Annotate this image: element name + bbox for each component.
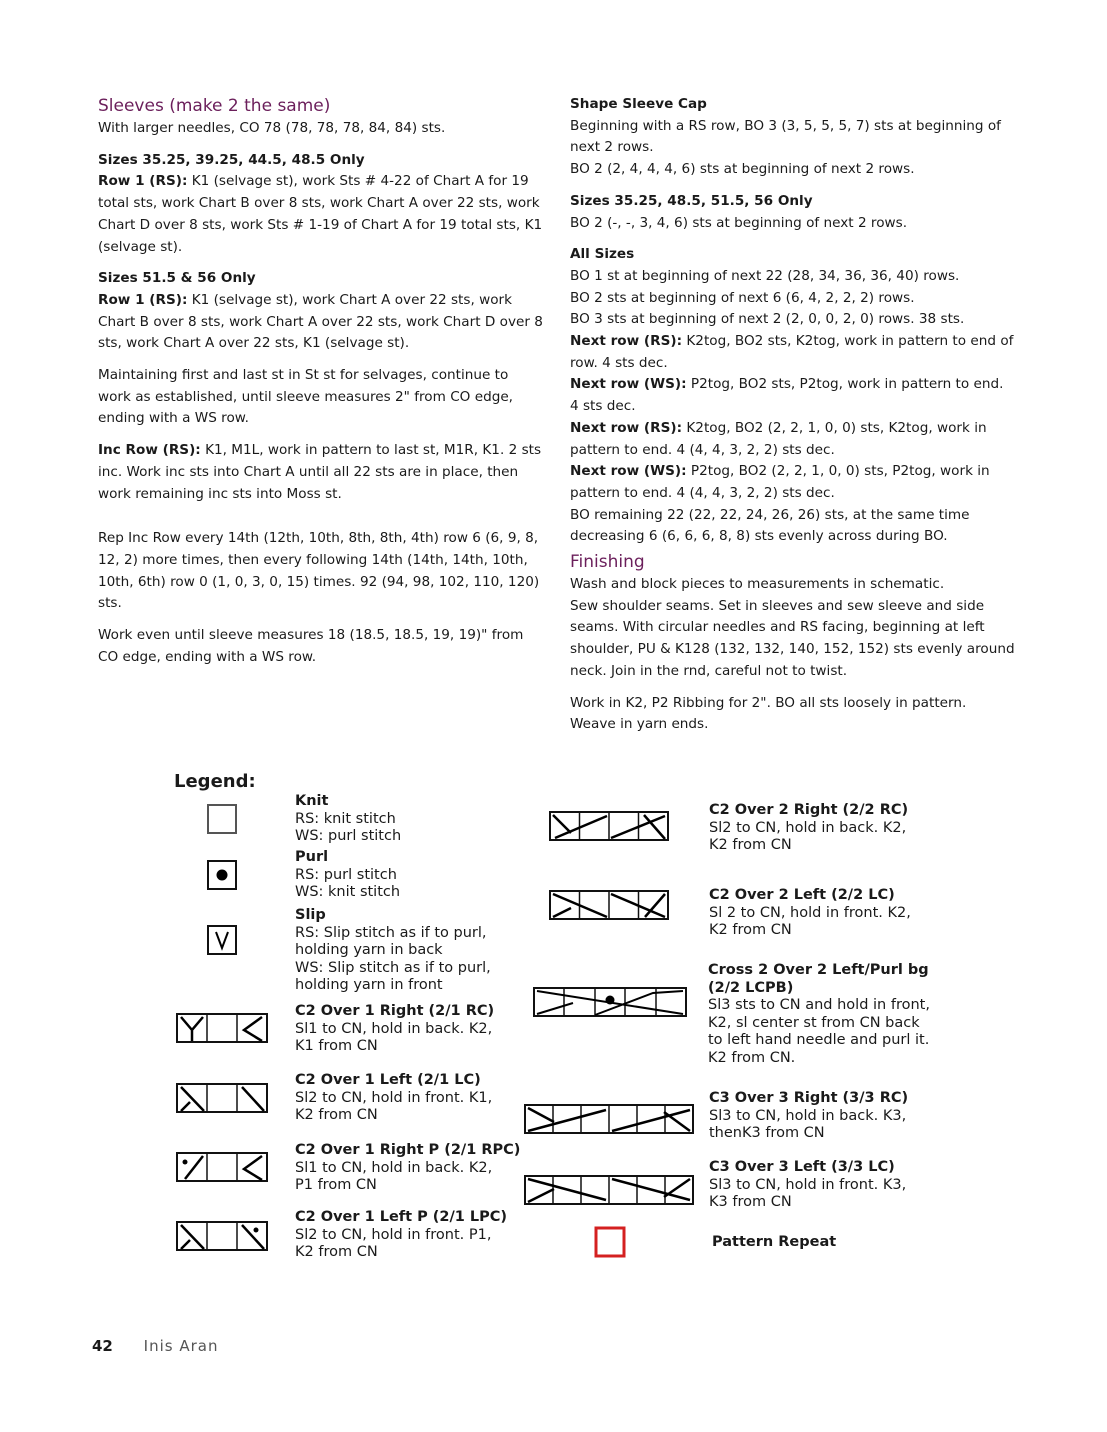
legend-c33rc [709, 1090, 908, 1143]
legend-c33rc-title: C3 Over 3 Right (3/3 RC) [709, 1090, 909, 1106]
next-row-label: Next row (RS): [570, 333, 683, 350]
legend-c22rc [709, 802, 908, 855]
finishing-heading: Finishing [570, 552, 645, 573]
next-row-text: K2tog, BO2 (2, 2, 1, 0, 0) sts, K2tog, work in pattern to end. 4 (4, 4, 3, 2, 2) sts dec. [570, 419, 987, 458]
c33lc-symbol-icon [524, 1175, 694, 1205]
legend-c21lc [295, 1072, 492, 1125]
legend-c22rc-title: C2 Over 2 Right (2/2 RC) [709, 802, 909, 818]
legend-purl-line: RS: purl stitch [295, 866, 397, 883]
sizes-subheading-1: Sizes 35.25, 39.25, 44.5, 48.5 Only [98, 151, 365, 168]
finishing-line-1: Wash and block pieces to measurements in schematic. [570, 576, 945, 593]
sizes-subheading-3: Sizes 35.25, 48.5, 51.5, 56 Only [570, 192, 813, 209]
next-row-label: Next row (RS): [570, 419, 683, 436]
row1-label: Row 1 (RS): [98, 173, 188, 190]
inc-row-paragraph [98, 440, 543, 505]
legend-slip-line: holding yarn in back [295, 942, 443, 958]
legend-c22lc-line: Sl 2 to CN, hold in front. K2, [709, 904, 911, 921]
rep-paragraph: Rep Inc Row every 14th (12th, 10th, 8th, 8th, 4th) row 6 (6, 9, 8, 12, 2) more times, then every following 14th (14th, 14th, 10th, 10th, 6th) row 0 (1, 0, 3, 0, 15) times. 92 (94, 98, 102, 110, 120) sts. [98, 530, 540, 612]
finishing-line-3: Work in K2, P2 Ribbing for 2". BO all sts loosely in pattern. Weave in yarn ends. [570, 694, 967, 733]
legend-lcpb-title: (2/2 LCPB) [708, 979, 794, 996]
legend-lcpb-title: Cross 2 Over 2 Left/Purl bg [708, 962, 929, 978]
legend-lcpb-line: Sl3 sts to CN and hold in front, [708, 997, 930, 1013]
work-even-paragraph: Work even until sleeve measures 18 (18.5, 18.5, 19, 19)" from CO edge, ending with a WS row. [98, 627, 524, 665]
c21rpc-symbol-icon [176, 1152, 268, 1182]
c21rc-symbol-icon [176, 1013, 268, 1043]
pattern-repeat-icon [594, 1226, 626, 1258]
legend-c21rc-line: K1 from CN [295, 1038, 378, 1054]
legend-c33lc-line: Sl3 to CN, hold in front. K3, [709, 1176, 907, 1193]
legend-c21rc-line: Sl1 to CN, hold in back. K2, [295, 1020, 493, 1037]
slip-symbol-icon [207, 925, 237, 955]
inc-row-label: Inc Row (RS): [98, 442, 201, 459]
legend-knit-title: Knit [295, 793, 329, 809]
legend-knit-line: WS: purl stitch [295, 828, 402, 844]
legend-c21lpc-line: K2 from CN [295, 1244, 378, 1260]
legend-c21rc-title: C2 Over 1 Right (2/1 RC) [295, 1003, 495, 1019]
legend-slip-line: holding yarn in front [295, 977, 443, 993]
legend-c21rpc [295, 1142, 520, 1195]
legend-c22lc [709, 887, 911, 940]
legend-c21rc [295, 1003, 494, 1056]
lcpb-symbol-icon [533, 987, 687, 1017]
c22lc-symbol-icon [549, 890, 669, 920]
legend-purl-line: WS: knit stitch [295, 884, 401, 900]
c21lpc-symbol-icon [176, 1221, 268, 1251]
all-sizes-line-3: BO 3 sts at beginning of next 2 (2, 0, 0, 2, 0) rows. 38 sts. [570, 311, 965, 328]
legend-c21lpc-line: Sl2 to CN, hold in front. P1, [295, 1226, 492, 1243]
next-row-text: P2tog, BO2 sts, P2tog, work in pattern to end. 4 sts dec. [570, 376, 1004, 415]
legend-knit [295, 793, 401, 846]
row1-text: K1 (selvage st), work Sts # 4-22 of Chart A for 19 total sts, work Chart B over 8 sts, work Chart A over 22 sts, work Chart D over 8 sts, work Sts # 1-19 of Chart A for 19 total sts, K1 (selvage st). [98, 173, 543, 255]
next-row-label: Next row (WS): [570, 463, 687, 480]
inc-row-text: K1, M1L, work in pattern to last st, M1R, K1. 2 sts inc. Work inc sts into Chart A until all 22 sts are in place, then work remaining inc sts into Moss st. [98, 442, 542, 502]
page-number: 42 [92, 1337, 113, 1355]
knit-symbol-icon [207, 804, 237, 834]
legend-c33lc-line: K3 from CN [709, 1194, 792, 1210]
page-footer [92, 1337, 218, 1355]
all-sizes-heading: All Sizes [570, 246, 635, 263]
legend-slip-line: WS: Slip stitch as if to purl, [295, 959, 491, 976]
next-row-label: Next row (WS): [570, 376, 687, 393]
right-column [570, 94, 1015, 736]
legend-c22lc-line: K2 from CN [709, 922, 792, 938]
all-sizes-line-1: BO 1 st at beginning of next 22 (28, 34, 36, 36, 40) rows. [570, 267, 960, 284]
finishing-line-2: Sew shoulder seams. Set in sleeves and sew sleeve and side seams. With circular needles and RS facing, beginning at left shoulder, PU & K128 (132, 132, 140, 152, 152) sts evenly around neck. Join in the rnd, careful not to twist. [570, 597, 1015, 679]
purl-symbol-icon [207, 860, 237, 890]
legend-lcpb-line: to left hand needle and purl it. [708, 1032, 930, 1048]
legend-knit-line: RS: knit stitch [295, 810, 396, 827]
row1-text: K1 (selvage st), work Chart A over 22 sts, work Chart B over 8 sts, work Chart A over 22 sts, work Chart D over 8 sts, work Chart A over 22 sts, K1 (selvage st). [98, 291, 543, 352]
c22rc-symbol-icon [549, 811, 669, 841]
legend-c21lpc-title: C2 Over 1 Left P (2/1 LPC) [295, 1209, 508, 1225]
legend-c22rc-line: K2 from CN [709, 837, 792, 853]
legend-c21rpc-line: Sl1 to CN, hold in back. K2, [295, 1159, 493, 1176]
next-row-2 [570, 374, 1015, 417]
all-sizes-line-2: BO 2 sts at beginning of next 6 (6, 4, 2, 2, 2) rows. [570, 289, 915, 306]
legend-c33rc-line: thenK3 from CN [709, 1125, 825, 1141]
legend-c33rc-line: Sl3 to CN, hold in back. K3, [709, 1107, 907, 1124]
next-row-text: K2tog, BO2 sts, K2tog, work in pattern to end of row. 4 sts dec. [570, 333, 1014, 371]
row1-label: Row 1 (RS): [98, 291, 188, 308]
legend-purl [295, 849, 400, 902]
legend-c21rpc-title: C2 Over 1 Right P (2/1 RPC) [295, 1142, 521, 1158]
legend-c21lc-line: K2 from CN [295, 1107, 378, 1123]
bo-remaining: BO remaining 22 (22, 22, 24, 26, 26) sts, at the same time decreasing 6 (6, 6, 6, 8, 8) sts evenly across during BO. [570, 506, 970, 545]
left-column [98, 94, 543, 668]
legend-c21lc-line: Sl2 to CN, hold in front. K1, [295, 1089, 493, 1106]
legend-lcpb [708, 962, 930, 1067]
legend-c33lc [709, 1159, 906, 1212]
legend-purl-title: Purl [295, 849, 329, 865]
legend-repeat [712, 1234, 836, 1252]
cap-text-2: BO 2 (2, 4, 4, 4, 6) sts at beginning of next 2 rows. [570, 161, 915, 178]
next-row-1 [570, 331, 1015, 374]
next-row-4 [570, 461, 1015, 504]
legend-lcpb-line: K2 from CN. [708, 1049, 796, 1066]
row1-instruction-2 [98, 290, 543, 355]
legend-c22lc-title: C2 Over 2 Left (2/2 LC) [709, 887, 895, 903]
legend-slip-line: RS: Slip stitch as if to purl, [295, 924, 487, 941]
legend-c21rpc-line: P1 from CN [295, 1177, 377, 1193]
sleeves-intro: With larger needles, CO 78 (78, 78, 78, 84, 84) sts. [98, 120, 446, 136]
legend-repeat-title: Pattern Repeat [712, 1234, 837, 1250]
c21lc-symbol-icon [176, 1083, 268, 1113]
legend-c33lc-title: C3 Over 3 Left (3/3 LC) [709, 1159, 895, 1175]
c33rc-symbol-icon [524, 1104, 694, 1134]
next-row-text: P2tog, BO2 (2, 2, 1, 0, 0) sts, P2tog, work in pattern to end. 4 (4, 4, 3, 2, 2) sts dec. [570, 463, 990, 501]
sizes-text-3: BO 2 (-, -, 3, 4, 6) sts at beginning of next 2 rows. [570, 214, 908, 231]
legend-slip [295, 907, 491, 995]
maintain-paragraph: Maintaining first and last st in St st for selvages, continue to work as established, until sleeve measures 2" from CO edge, ending with a WS row. [98, 367, 514, 427]
sizes-subheading-2: Sizes 51.5 & 56 Only [98, 270, 256, 287]
next-row-3 [570, 418, 1015, 461]
cap-text-1: Beginning with a RS row, BO 3 (3, 5, 5, 5, 7) sts at beginning of next 2 rows. [570, 117, 1001, 156]
legend-c21lpc [295, 1209, 507, 1262]
legend-c21lc-title: C2 Over 1 Left (2/1 LC) [295, 1072, 481, 1088]
book-title: Inis Aran [143, 1337, 219, 1355]
legend-lcpb-line: K2, sl center st from CN back [708, 1014, 920, 1031]
legend-slip-title: Slip [295, 907, 326, 923]
legend-title: Legend: [174, 771, 256, 792]
cap-heading: Shape Sleeve Cap [570, 96, 707, 112]
sleeves-heading: Sleeves (make 2 the same) [98, 96, 331, 116]
legend-c22rc-line: Sl2 to CN, hold in back. K2, [709, 819, 907, 836]
row1-instruction-1 [98, 171, 543, 258]
